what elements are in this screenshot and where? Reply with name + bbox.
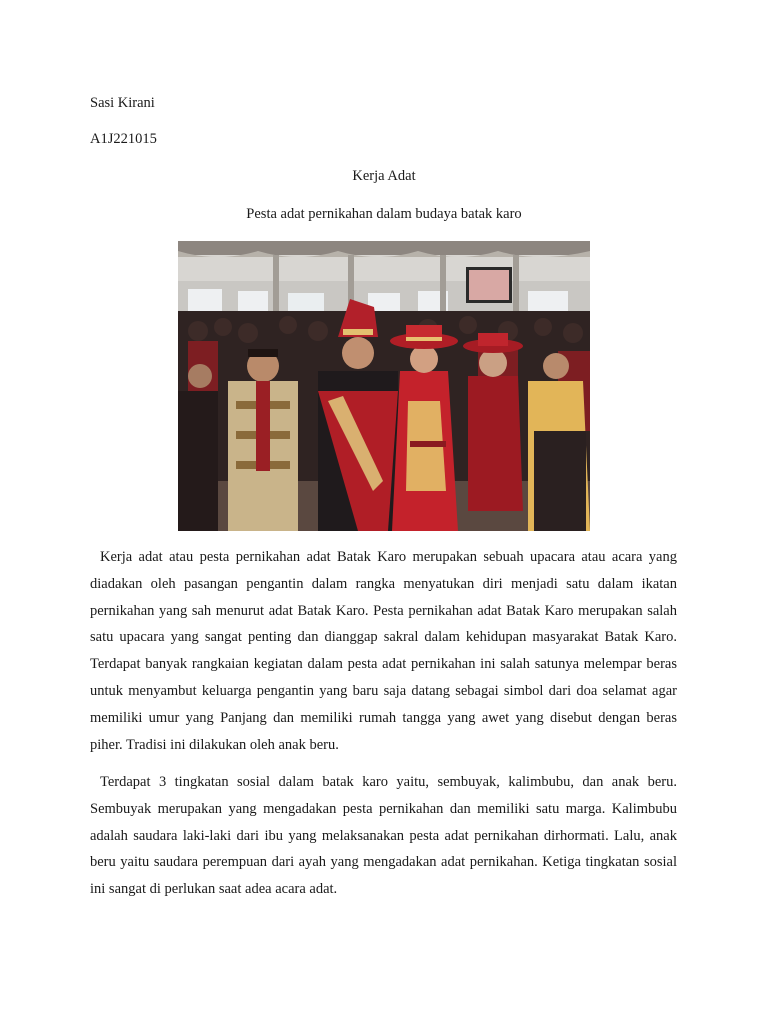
paragraph-2: Terdapat 3 tingkatan sosial dalam batak karo yaitu, sembuyak, kalimbubu, dan anak beru. Sembuyak merupakan yang mengadakan pesta pernikahan dan memiliki satu marga. Kalimbubu adalah saudara laki-laki dari ibu yang melaksanakan pesta adat pernikahan dirhormati. Lalu, anak beru yaitu saudara perempuan dari ayah yang mengadakan adat pernikahan. Ketiga tingkatan sosial ini sangat di perlukan saat adea acara adat. xyxy=(90,774,677,898)
page-subtitle: Pesta adat pernikahan dalam budaya batak karo xyxy=(246,206,522,222)
author-name: Sasi Kirani xyxy=(90,95,155,111)
student-id: A1J221015 xyxy=(90,131,157,147)
wedding-photo xyxy=(178,241,590,531)
page-title: Kerja Adat xyxy=(352,168,416,184)
paragraph-1: Kerja adat atau pesta pernikahan adat Batak Karo merupakan sebuah upacara atau acara yang diadakan oleh pasangan pengantin dalam rangka menyatukan diri menjadi satu dalam ikatan pernikahan yang sah menurut adat Batak Karo. Pesta pernikahan adat Batak Karo merupakan salah satu upacara yang sangat penting dan dianggap sakral dalam kehidupan masyarakat Batak Karo. Terdapat banyak rangkaian kegiatan dalam pesta adat pernikahan ini salah satunya melempar beras untuk menyambut keluarga pengantin yang baru saja datang sebagai simbol dari doa selamat agar memiliki umur yang Panjang dan memiliki rumah tangga yang awet yang disebut dengan beras piher. Tradisi ini dilakukan oleh anak beru. xyxy=(90,549,677,753)
